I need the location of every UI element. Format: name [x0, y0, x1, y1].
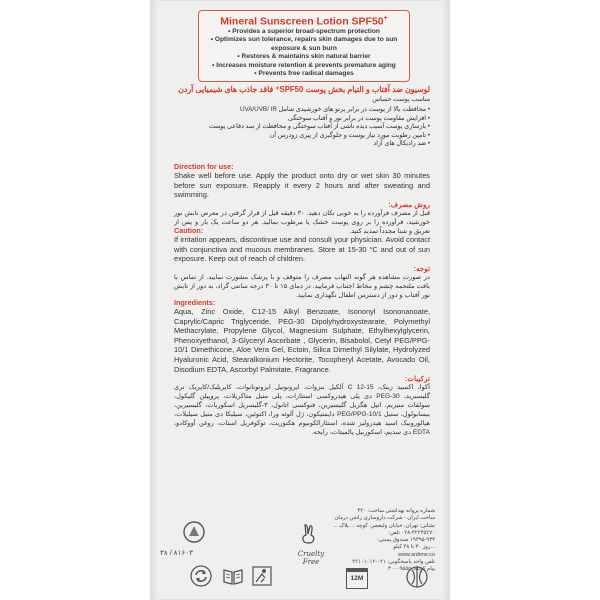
benefit-line: • Prevents free radical damages [254, 70, 354, 78]
benefit-line: • Restores & maintains skin natural barrier [237, 53, 371, 61]
directions-heading-fa: روش مصرف: [388, 199, 430, 209]
address-line: شماره پروانه بهداشتی ساخت: ۳۲۰ [357, 508, 435, 514]
cruelty-free-rabbit-icon [296, 523, 324, 549]
address-line: تلفن واحد پاسخگویی: ۰۲۱-۲۲۱۰۱۰۱۲ [352, 559, 435, 566]
address-line: ۱۹۳۹۵-۹۳۳ صندوق پستی: [377, 537, 435, 544]
carton-edge-right [442, 0, 450, 600]
product-header-box [198, 10, 410, 82]
cruelty-free-label: Cruelty Free [297, 550, 325, 566]
recycle-icon [190, 565, 212, 587]
caution-text-fa: در صورت مشاهده هر گونه التهاب مصرف را متوقف و با پزشک مشورت نمایید. از تماس با بافت ملتحمه چشم و مخاط اجتناب فرمایید. در دمای ۱۵ تا ۳۰ درجه سانتی گراد، به دور از تابش نور آفتاب و دور از دسترس اطفال نگهداری نمایید. [174, 273, 430, 299]
registration-number: ۸۱۶۰۳ / ۳۸ [160, 548, 194, 557]
persian-title: لوسیون ضد آفتاب و التیام بخش پوست SPF50⁺ فاقد جاذب های شیمیایی آردن [178, 85, 430, 94]
dispose-bin-icon [252, 566, 272, 586]
ingredients-text-fa: آکوا، اکسید زینک، C 12-15 آلکیل بنزوات، ایزونونیل ایزونونانوات، کاپریلیک/کاپریک تری گلیسیرید، PEG-30 دی پلی هیدروکسی استئارات، پلی متیل متاکریلات، پروپیلن گلیکول، سولفات منیزیم، اتیل هگزیل گلیسیرین، فنوکسی اتانول، ۳-گلیسریل اسکوربات، گلیسیرین، بیسابولول، ستیل PEG/PPG-10/1 دایمتیکون، ژل آلوئه ورا، اکتوئین، سیلیکا دی متیل سیلیلات، هیالورونیک اسید هیدرولیز شده، استئارالکونیوم هکتوریت، توکوفریل استات، روغن آووکادو، EDTA دی سدیم، اسکوربیل پالمیتات، رایحه. [174, 384, 431, 437]
ingredients-heading-fa: ترکیبات: [404, 374, 430, 384]
benefit-line: • Provides a superior broad-spectrum protection [228, 27, 380, 35]
address-line: ساخت ایران - شرکت داروسازی راشن درمان [334, 515, 435, 522]
persian-benefit-line: • ضد رادیکال های آزاد [373, 140, 430, 148]
persian-benefits [170, 106, 430, 149]
benefit-line: • Optimizes sun tolerance, repairs skin damages due to sun exposure & sun burn [210, 36, 398, 52]
benefit-line: • Increases moisture retention & prevents premature aging [212, 61, 396, 69]
persian-benefit-line: • بازسازی پوست آسیب دیده ناشی از آفتاب سوختگی و محافظت از سد دفاعی پوست [208, 123, 430, 131]
directions-text: Shake well before use. Apply the product onto dry or wet skin 30 minutes before sun exposure. Reapply it every 2 hours and after sweating and swimming. [174, 171, 430, 200]
caution-heading: Caution: [174, 226, 204, 235]
persian-benefit-line: • افزایش مقاومت پوست در برابر نور و آفتاب سوختگی [288, 114, 430, 122]
persian-subtitle: مناسب پوست حساس [372, 96, 430, 103]
read-leaflet-icon [222, 566, 244, 586]
address-line: ۰۲۸-۳۲۲۴۵۲۷۰ تلفن: [388, 529, 435, 536]
address-line: ...روز ۳۰ تا ۴۸ کیلو [393, 544, 435, 551]
caution-text: If irritation appears, discontinue use and consult your physician. Avoid contact with conjunctiva and mucous membranes. Store at 15-30 °C and out of sun exposure. Keep out of reach of children. [174, 235, 430, 264]
green-dot-icon [406, 566, 428, 588]
directions-section [174, 162, 430, 236]
carton-edge-left [150, 0, 158, 600]
persian-benefit-line: • تامین رطوبت مورد نیاز پوست و جلوگیری از پیری زودرس آن [269, 131, 430, 139]
directions-heading: Direction for use: [174, 162, 234, 171]
ingredients-text: Aqua, Zinc Oxide, C12-15 Alkyl Benzoate, Isononyl Isononanoate, Caprylic/Capric Triglyceride, PEG-30 Dipolyhydroxystearate, Polymethyl Methacrylate, Propylene Glycol, Magnesium Sulphate, Ethylhexylglycerin, Phenoxyethanol, 3-Glyceryl Ascorbate , Glycerin, Bisabolol, Cetyl PEG/PPG-10/1 Dimethicone, Aloe Vera Gel, Ectoin, Silica Dimethyl Silylate, Hydrolyzed Hyaluronic Acid, Stearalkonium Hectorite, Tocopheryl Acetate, Avocado Oil, Disodium EDTA, Ascorbyl Palmitate, Fragrance. [174, 307, 430, 374]
product-title: Mineral Sunscreen Lotion SPF50+ [220, 15, 388, 28]
persian-benefit-line: • محافظت بالا از پوست در برابر پرتو های خورشیدی شامل UVA/UVB/ IR [239, 106, 430, 113]
ingredients-section [174, 298, 430, 437]
ingredients-heading: Ingredients: [174, 298, 216, 307]
website: www.ardene.co [398, 551, 435, 558]
caution-section [174, 226, 430, 300]
caution-heading-fa: توجه: [413, 263, 430, 273]
address-line: پیام کوتاه: ۳۰۰۰۹۵۵۵ [387, 566, 435, 573]
address-line: نشانی: تهران، خیابان ولیعصر، کوچه ... پلاک ... [333, 522, 435, 529]
directions-text-fa: قبل از مصرف فرآورده را به خوبی تکان دهید. ۳۰ دقیقه قبل از قرار گرفتن در معرض تابش نور خورشید، فرآورده را بر روی پوست خشک یا مرطوب بمالید. هر دو ساعت یک بار و پس از تعریق و شنا مجدداً تمدید کنید. [174, 209, 430, 235]
health-emblem-icon [182, 520, 206, 544]
period-after-opening-icon: 12M [346, 568, 368, 589]
